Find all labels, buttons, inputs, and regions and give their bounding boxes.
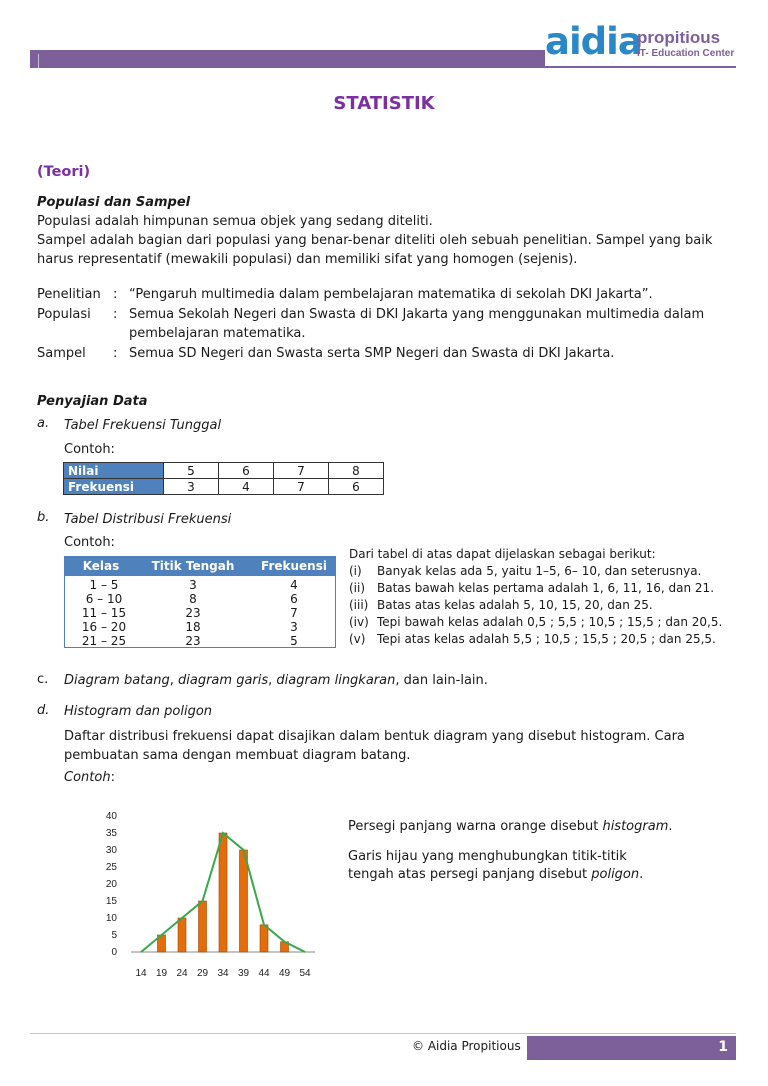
example-value: Semua Sekolah Negeri dan Swasta di DKI Jakarta yang menggunakan multimedia dalam	[129, 307, 705, 322]
list-item	[349, 563, 739, 580]
list-letter-d: d.	[37, 703, 50, 718]
table-cell: 8	[329, 463, 384, 479]
table-column-frekuensi	[251, 578, 337, 648]
poligon-note-line2	[348, 865, 643, 884]
x-tick-label: 44	[258, 968, 270, 979]
table-distribusi-frekuensi	[64, 556, 336, 648]
histogram-note-text: Persegi panjang warna orange disebut	[348, 819, 603, 834]
logo-propitious: propitious	[637, 28, 721, 47]
explanation-list	[349, 546, 739, 648]
y-tick-label: 0	[111, 947, 117, 958]
y-tick-label: 25	[105, 862, 117, 873]
table-row-label: Frekuensi	[64, 479, 164, 495]
example-colon: :	[113, 287, 118, 302]
list-item-text: Batas bawah kelas pertama adalah 1, 6, 11, 16, dan 21.	[377, 581, 715, 595]
histogram-bar	[240, 850, 248, 952]
table-cell: 8	[189, 592, 197, 606]
paragraph-line: harus representatif (mewakili populasi) dan memiliki sifat yang homogen (sejenis).	[37, 252, 578, 267]
list-item-num: (iii)	[349, 598, 369, 612]
table-cell: 16 – 20	[81, 620, 127, 634]
example-key: Sampel	[37, 346, 86, 361]
table-column-titik-tengah	[143, 578, 243, 648]
page-title: STATISTIK	[333, 93, 435, 114]
logo	[545, 20, 745, 66]
histogram-bar	[178, 918, 186, 952]
y-tick-label: 40	[105, 811, 117, 822]
footer-divider	[30, 1033, 736, 1034]
poligon-note-line1: Garis hijau yang menghubungkan titik-titik	[348, 849, 627, 864]
logo-aidia: aidia	[545, 20, 642, 63]
table-header-titik-tengah: Titik Tengah	[151, 559, 235, 573]
section-label: (Teori)	[37, 164, 91, 180]
table-row	[64, 479, 384, 495]
example-value-cont: pembelajaran matematika.	[129, 326, 306, 341]
table-cell: 7	[274, 479, 329, 495]
list-item-num: (iv)	[349, 615, 369, 629]
list-item	[349, 580, 739, 597]
list-item-text: Batas atas kelas adalah 5, 10, 15, 20, dan 25.	[377, 598, 653, 612]
chart-bars	[158, 833, 289, 952]
list-letter-a: a.	[37, 416, 50, 431]
footer-page-box	[527, 1036, 736, 1060]
trailing-text: , dan lain-lain.	[395, 673, 488, 688]
list-item-text: Tepi bawah kelas adalah 0,5 ; 5,5 ; 10,5 ; 15,5 ; dan 20,5.	[377, 615, 723, 629]
histogram-chart	[95, 806, 335, 986]
contoh-label: Contoh:	[64, 535, 115, 550]
logo-tagline: IT- Education Center	[637, 48, 735, 59]
list-item-num: (ii)	[349, 581, 366, 595]
separator-text: ,	[268, 673, 277, 688]
y-tick-label: 30	[105, 845, 117, 856]
list-letter-b: b.	[37, 510, 50, 525]
table-header-kelas: Kelas	[82, 559, 120, 573]
contoh-colon: :	[110, 770, 115, 785]
contoh-label	[64, 768, 115, 787]
table-cell: 6	[219, 463, 274, 479]
table-cell: 6 – 10	[85, 592, 123, 606]
chart-y-ticks	[106, 811, 118, 958]
separator-text: ,	[169, 673, 178, 688]
diagram-batang-text: Diagram batang	[64, 673, 170, 688]
x-tick-label: 19	[155, 968, 168, 979]
footer-copyright: © Aidia Propitious	[412, 1039, 521, 1053]
x-tick-label: 29	[196, 968, 209, 979]
diagram-types-line	[64, 671, 488, 690]
x-tick-label: 14	[135, 968, 147, 979]
diagram-garis-text: diagram garis	[178, 673, 269, 688]
paragraph-line: Daftar distribusi frekuensi dapat disajikan dalam bentuk diagram yang disebut histogram. Cara	[64, 729, 685, 744]
table-row	[64, 463, 384, 479]
table-cell: 23	[185, 634, 201, 648]
paragraph-line: Sampel adalah bagian dari populasi yang benar-benar diteliti oleh sebuah penelitian. Sampel yang baik	[37, 233, 713, 248]
x-tick-label: 24	[176, 968, 188, 979]
list-item-num: (i)	[349, 564, 362, 578]
table-frekuensi-tunggal	[63, 462, 384, 495]
histogram-bar	[199, 901, 207, 952]
poligon-term: poligon	[591, 867, 640, 882]
table-cell: 7	[290, 606, 298, 620]
paragraph-line: Populasi adalah himpunan semua objek yang sedang diteliti.	[37, 214, 433, 229]
histogram-bar	[219, 833, 227, 952]
table-cell: 4	[219, 479, 274, 495]
y-tick-label: 35	[105, 828, 117, 839]
heading-penyajian-data: Penyajian Data	[37, 394, 148, 409]
list-item-text: Tepi atas kelas adalah 5,5 ; 10,5 ; 15,5 ; 20,5 ; dan 25,5.	[377, 632, 716, 646]
list-letter-c: c.	[37, 672, 49, 687]
y-tick-label: 10	[105, 913, 117, 924]
example-value: “Pengaruh multimedia dalam pembelajaran matematika di sekolah DKI Jakarta”.	[129, 287, 653, 302]
subheading-histogram-poligon: Histogram dan poligon	[64, 704, 213, 719]
subheading-tabel-frekuensi-tunggal: Tabel Frekuensi Tunggal	[64, 418, 222, 433]
list-item	[349, 631, 739, 648]
example-colon: :	[113, 307, 118, 322]
example-key: Penelitian	[37, 287, 101, 302]
list-item-num: (v)	[349, 632, 366, 646]
chart-x-ticks	[135, 968, 311, 979]
diagram-lingkaran-text: diagram lingkaran	[276, 673, 396, 688]
poligon-note-text: tengah atas persegi panjang disebut	[348, 867, 592, 882]
y-tick-label: 15	[105, 896, 117, 907]
table-cell: 21 – 25	[81, 634, 127, 648]
histogram-bar	[260, 925, 268, 952]
contoh-word: Contoh	[64, 770, 111, 785]
table-cell: 1 – 5	[89, 578, 119, 592]
x-tick-label: 54	[299, 968, 311, 979]
table-cell: 4	[290, 578, 298, 592]
table-cell: 6	[290, 592, 298, 606]
table-cell: 18	[185, 620, 201, 634]
table-cell: 23	[185, 606, 201, 620]
poligon-note-end: .	[639, 867, 644, 882]
table-cell: 5	[164, 463, 219, 479]
contoh-label: Contoh:	[64, 442, 115, 457]
histogram-note	[348, 817, 673, 836]
table-cell: 3	[189, 578, 197, 592]
page-number: 1	[718, 1039, 728, 1055]
paragraph-line: pembuatan sama dengan membuat diagram batang.	[64, 748, 411, 763]
table-column-kelas	[65, 578, 143, 648]
list-item-text: Banyak kelas ada 5, yaitu 1–5, 6– 10, dan seterusnya.	[377, 564, 702, 578]
table-cell: 7	[274, 463, 329, 479]
explanation-intro	[349, 546, 739, 563]
table-cell: 3	[290, 620, 298, 634]
x-tick-label: 34	[217, 968, 229, 979]
table-cell: 5	[290, 634, 298, 648]
list-item	[349, 614, 739, 631]
table-cell: 3	[164, 479, 219, 495]
table-cell: 11 – 15	[81, 606, 127, 620]
x-tick-label: 39	[237, 968, 250, 979]
example-value: Semua SD Negeri dan Swasta serta SMP Negeri dan Swasta di DKI Jakarta.	[129, 346, 615, 361]
y-tick-label: 20	[105, 879, 117, 890]
y-tick-label: 5	[111, 930, 117, 941]
explanation-intro-text: Dari tabel di atas dapat dijelaskan sebagai berikut:	[349, 547, 656, 561]
example-key: Populasi	[37, 307, 91, 322]
histogram-term: histogram	[602, 819, 669, 834]
table-cell: 6	[329, 479, 384, 495]
table-row-label: Nilai	[64, 463, 164, 479]
x-tick-label: 49	[278, 968, 291, 979]
table-header-frekuensi: Frekuensi	[261, 559, 327, 573]
heading-populasi-sampel: Populasi dan Sampel	[37, 195, 191, 210]
subheading-tabel-distribusi: Tabel Distribusi Frekuensi	[64, 512, 232, 527]
example-colon: :	[113, 346, 118, 361]
histogram-note-end: .	[668, 819, 673, 834]
list-item	[349, 597, 739, 614]
